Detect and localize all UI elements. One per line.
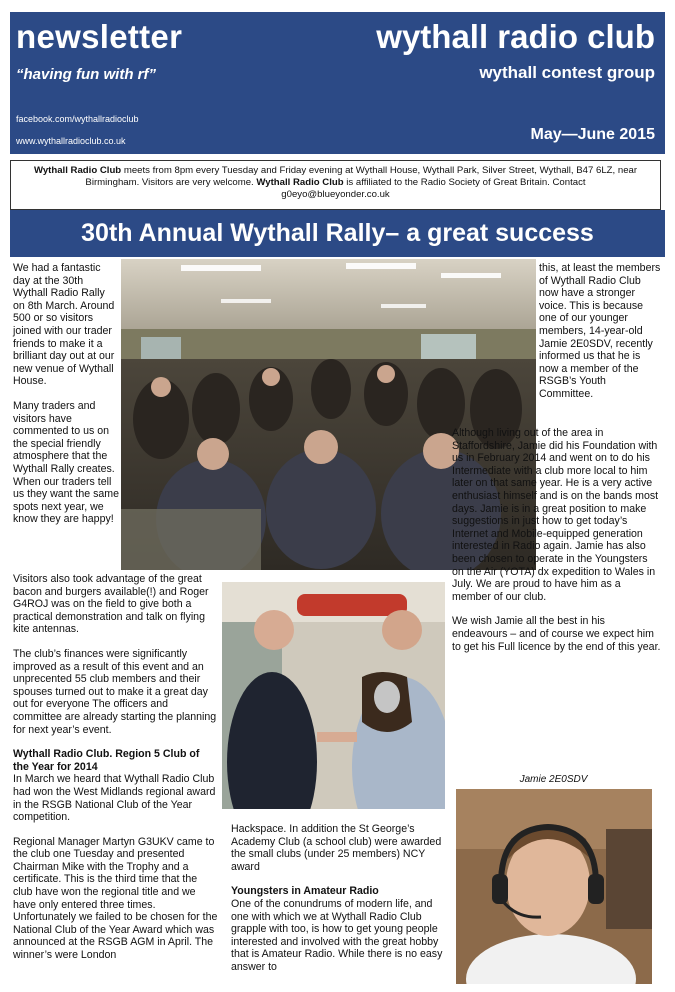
- club-name: wythall radio club: [376, 18, 655, 55]
- paragraph: One of the conundrums of modern life, and one with which we at Wythall Radio Club grapple with too, is how to get young people interested and involved with the great hobby that is Amateur Radio. While there is no easy answer to: [231, 897, 443, 973]
- issue-date: May—June 2015: [530, 126, 655, 143]
- left-column-lower: [13, 573, 218, 974]
- club-name-bold: Wythall Radio Club: [256, 177, 344, 188]
- right-column-top: [539, 262, 661, 413]
- website-link[interactable]: www.wythallradioclub.co.uk: [16, 136, 126, 146]
- paragraph: Although living out of the area in Staffordshire, Jamie did his Foundation with us in February 2014 and went on to do his Intermediate with a club more local to him later on that same year. He is a very active enthusiast himself and is on the bands most days. Jamie is in a great position to make suggestions in just how to get today’s Internet and Mobile-equipped generation interested in Radio again. Jamie has also been chosen to operate in the Youngsters on the Air (YOTA) dx expedition to Wales in July. We are proud to have him as a member of our club.: [452, 427, 659, 603]
- section-heading: Wythall Radio Club. Region 5 Club of the Year for 2014: [13, 748, 200, 773]
- paragraph: We wish Jamie all the best in his endeavours – and of course we expect him to get his Full licence by the end of this year.: [452, 615, 661, 653]
- club-name-bold: Wythall Radio Club: [33, 165, 122, 176]
- facebook-link[interactable]: facebook.com/wythallradioclub: [16, 114, 139, 124]
- paragraph: We had a fantastic day at the 30th Wythall Radio Rally on 8th March. Around 500 or so visitors joined with our trader friends to make it a brilliant day out at our new venue of Wythall House.: [13, 262, 115, 388]
- left-column-top: [13, 262, 119, 538]
- tagline: “having fun with rf”: [16, 66, 156, 83]
- article-headline: 30th Annual Wythall Rally– a great success: [10, 210, 665, 257]
- affiliation-info: is affiliated to the Radio Society of Great Britain. Contact: [343, 177, 586, 188]
- newsletter-title: newsletter: [16, 18, 183, 55]
- paragraph: Many traders and visitors have commented to us on the special friendly atmosphere that the Wythall Rally creates. When our traders tell us they want the same spots next year, we know they are happy!: [13, 399, 119, 526]
- jamie-photo-image: [456, 789, 652, 984]
- meeting-info: meets from 8pm every Tuesday and Friday evening at Wythall House, Wythall Park, Silver Street, Wythall, B47 6LZ, near Birmingham. Visitors are very welcome.: [85, 165, 638, 188]
- trophy-photo-image: [222, 582, 445, 809]
- club-info-box: [10, 160, 661, 210]
- masthead-banner: [10, 12, 665, 154]
- contact-email[interactable]: g0eyo@blueyonder.co.uk: [281, 189, 390, 200]
- paragraph: Regional Manager Martyn G3UKV came to the club one Tuesday and presented Chairman Mike with the Trophy and a certificate. This is the third time that the club have won the regional title and we have only entered three times. Unfortunately we failed to be chosen for the National Club of the Year Award which was announced at the RSGB AGM in April. The winner’s were London: [13, 835, 218, 962]
- paragraph: this, at least the members of Wythall Radio Club now have a stronger voice. This is because one of our younger members, 14-year-old Jamie 2E0SDV, recently informed us that he is now a member of the RSGB’s Youth Committee.: [539, 262, 661, 400]
- right-column-lower: [452, 427, 662, 665]
- photo-caption: Jamie 2E0SDV: [519, 774, 588, 785]
- paragraph: In March we heard that Wythall Radio Club had won the West Midlands regional award in the RSGB National Club of the Year competition.: [13, 773, 216, 824]
- paragraph: Hackspace. In addition the St George’s Academy Club (a school club) were awarded the small clubs (under 25 members) NCY award: [231, 823, 442, 873]
- contest-group: wythall contest group: [479, 63, 655, 82]
- paragraph: Visitors also took advantage of the great bacon and burgers available(!) and Roger G4ROJ was on the field to give both a practical demonstration and talk on flying kite antennas.: [13, 573, 209, 636]
- middle-column-lower: [231, 823, 444, 986]
- trophy-presentation-photo: [222, 582, 445, 809]
- section-heading: Youngsters in Amateur Radio: [231, 885, 379, 898]
- jamie-portrait-photo: [456, 789, 652, 984]
- paragraph: The club’s finances were significantly improved as a result of this event and an unprecented 55 club members and their spouses turned out to make it a great day out for everyone The officers and committee are already starting the planning for next year’s event.: [13, 647, 217, 736]
